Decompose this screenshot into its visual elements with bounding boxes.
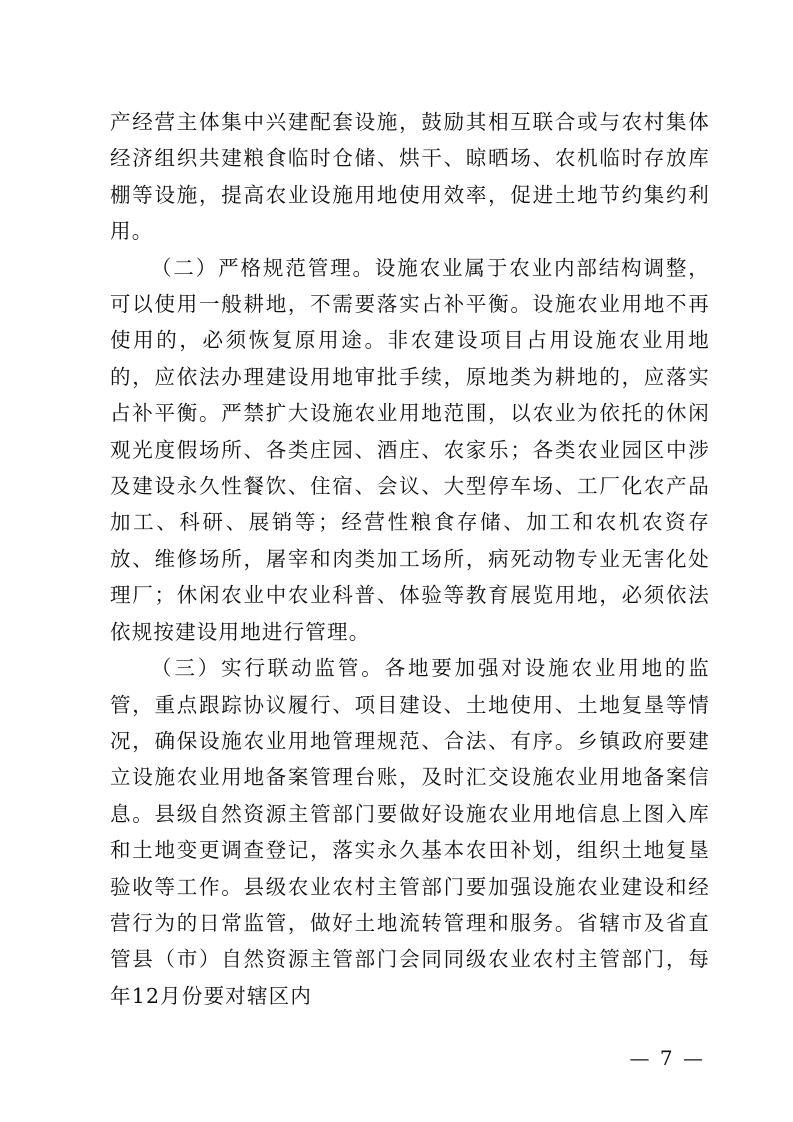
page-number: — 7 —: [629, 1046, 705, 1070]
body-text: [110, 104, 710, 1014]
paragraph-continuation: 产经营主体集中兴建配套设施，鼓励其相互联合或与农村集体经济组织共建粮食临时仓储、烘干、晾晒场、农机临时存放库棚等设施，提高农业设施用地使用效率，促进土地节约集约利用。: [110, 110, 710, 244]
paragraph-strict-management: （二）严格规范管理。设施农业属于农业内部结构调整，可以使用一般耕地，不需要落实占补平衡。设施农业用地不再使用的，必须恢复原用途。非农建设项目占用设施农业用地的，应依法办理建设用地审批手续，原地类为耕地的，应落实占补平衡。严禁扩大设施农业用地范围，以农业为依托的休闲观光度假场所、各类庄园、酒庄、农家乐；各类农业园区中涉及建设永久性餐饮、住宿、会议、大型停车场、工厂化农产品加工、科研、展销等；经营性粮食存储、加工和农机农资存放、维修场所，屠宰和肉类加工场所，病死动物专业无害化处理厂；休闲农业中农业科普、体验等教育展览用地，必须依法依规按建设用地进行管理。: [110, 255, 710, 644]
paragraph-joint-supervision: （三）实行联动监管。各地要加强对设施农业用地的监管，重点跟踪协议履行、项目建设、土地使用、土地复垦等情况，确保设施农业用地管理规范、合法、有序。乡镇政府要建立设施农业用地备案管理台账，及时汇交设施农业用地备案信息。县级自然资源主管部门要做好设施农业用地信息上图入库和土地变更调查登记，落实永久基本农田补划，组织土地复垦验收等工作。县级农业农村主管部门要加强设施农业建设和经营行为的日常监管，做好土地流转管理和服务。省辖市及省直管县（市）自然资源主管部门会同同级农业农村主管部门，每年12月份要对辖区内: [110, 656, 710, 1008]
